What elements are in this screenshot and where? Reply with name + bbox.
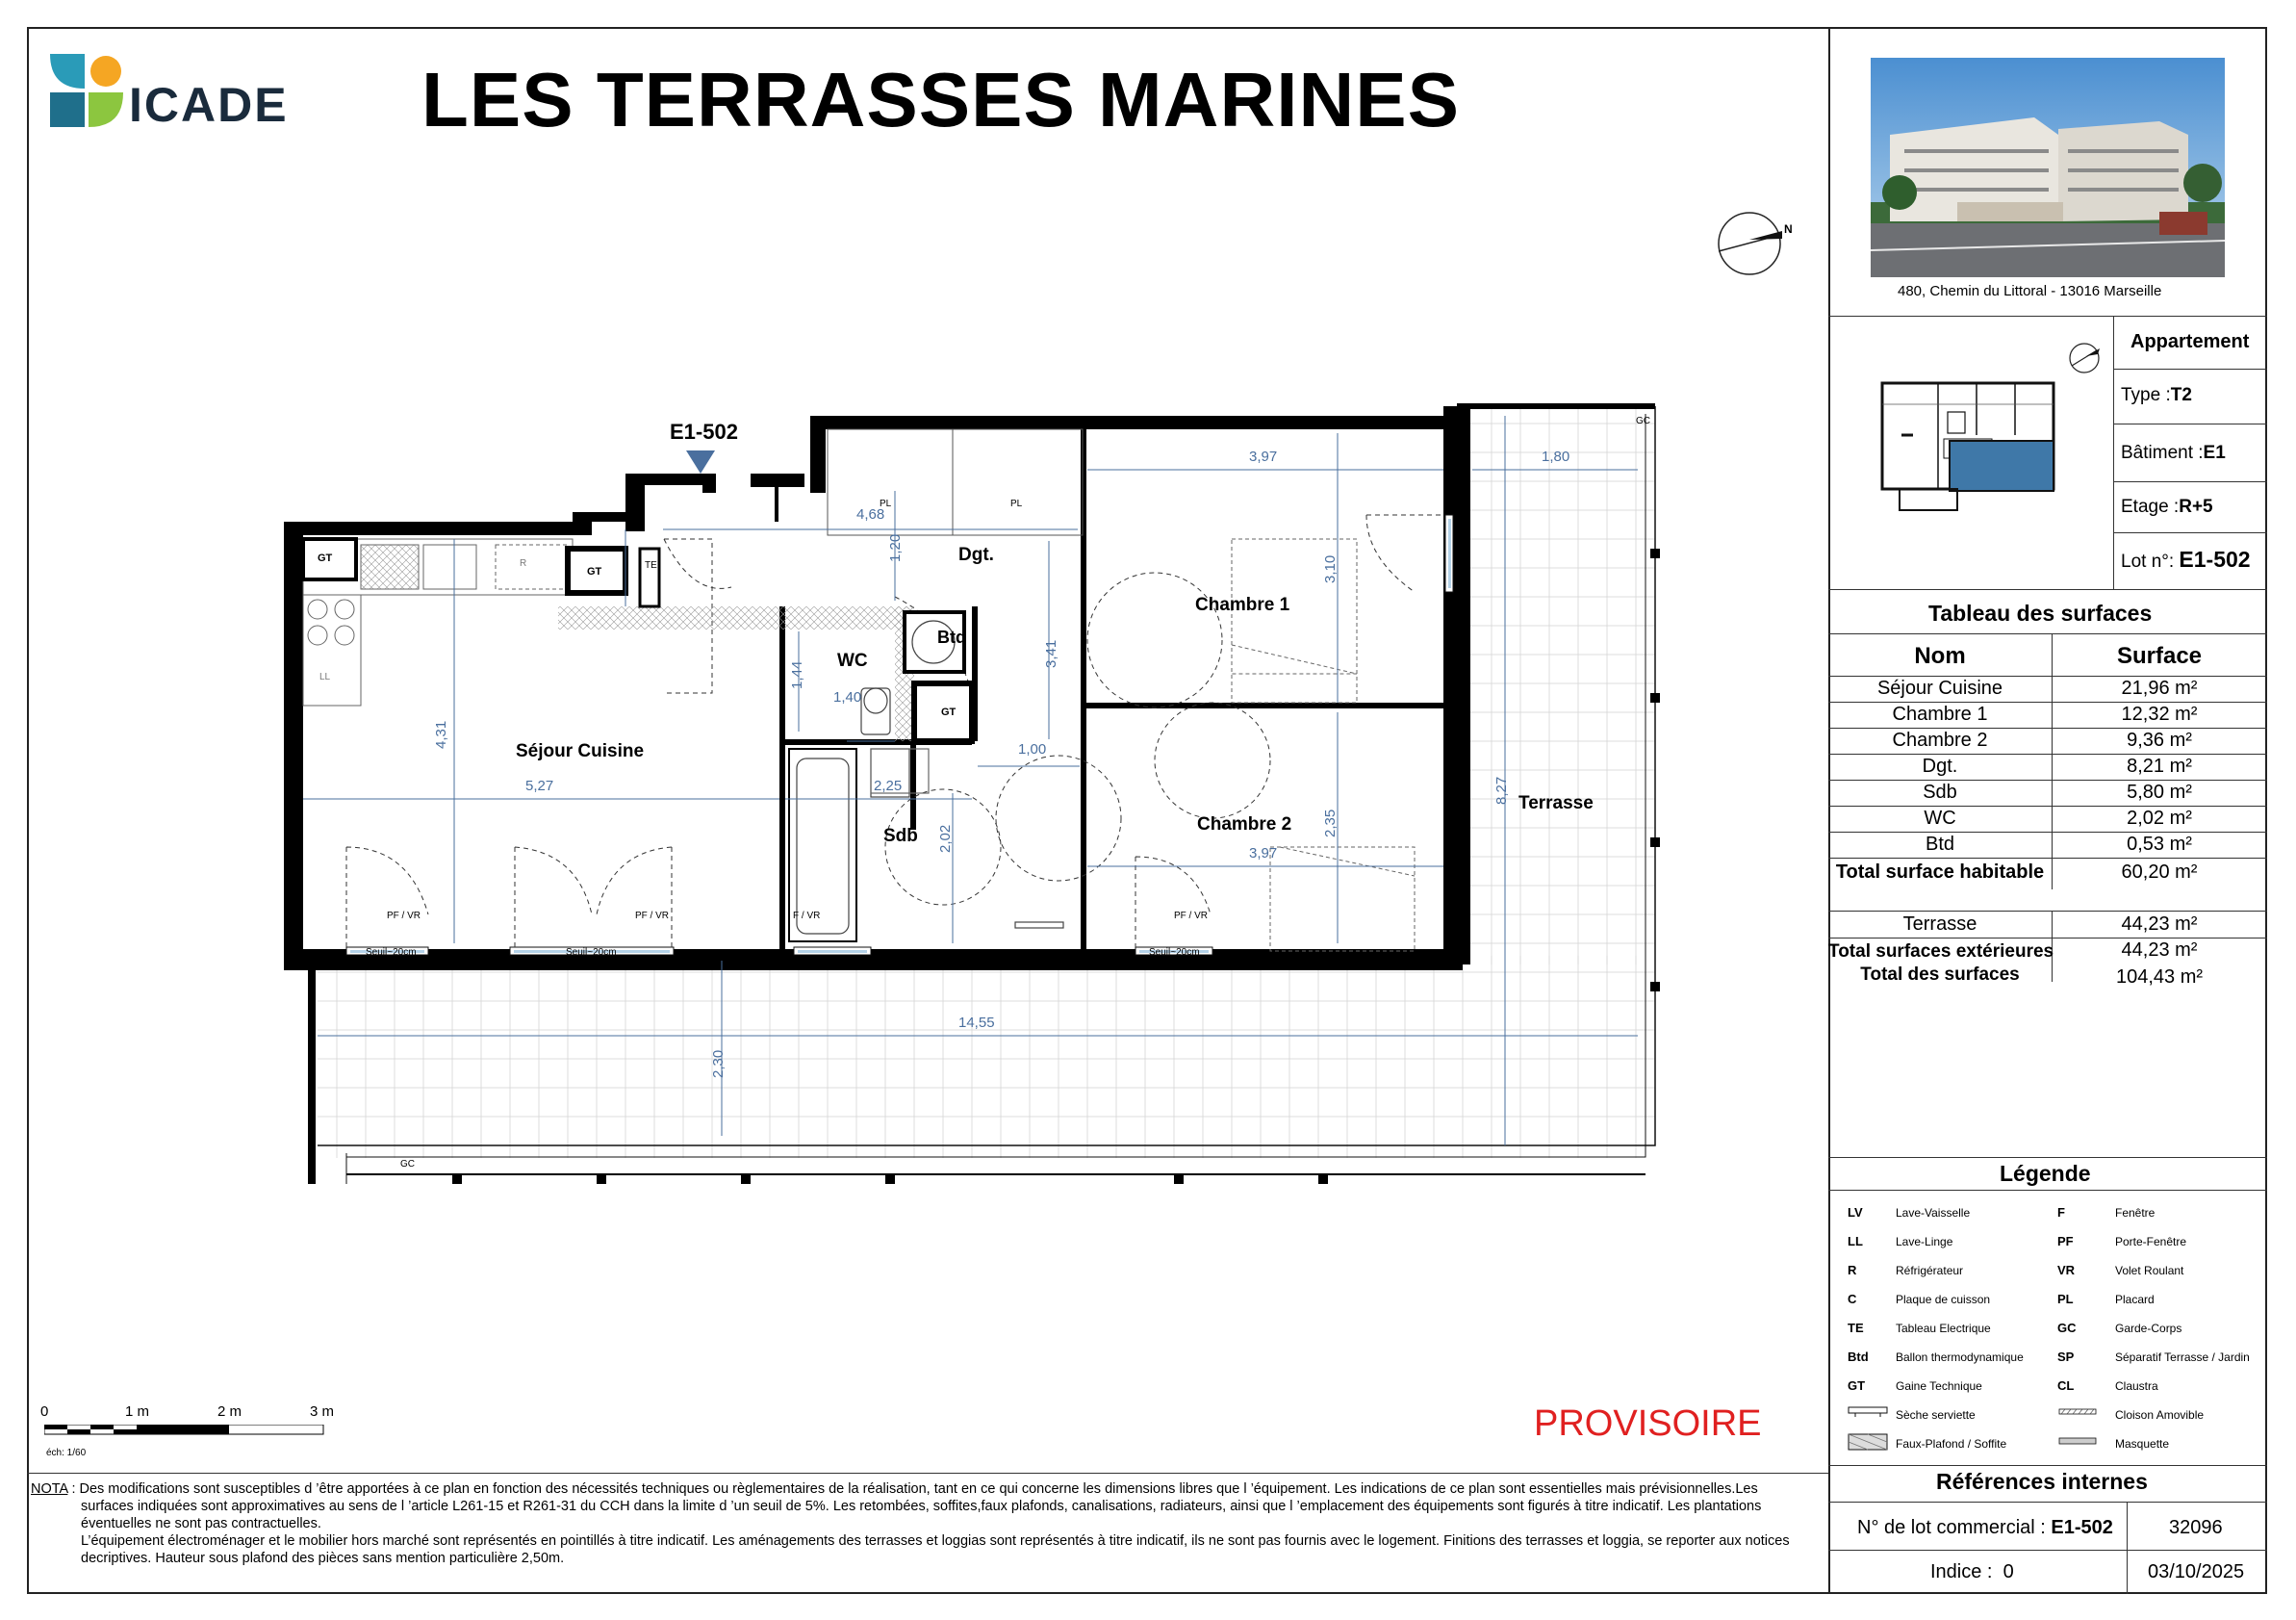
lot-tag: E1-502: [670, 420, 738, 444]
total-label: Total des surfaces: [1860, 964, 2020, 985]
row-value: 9,36 m²: [2127, 730, 2192, 751]
dim-label: 2,35: [1322, 809, 1339, 837]
col-name-header: Nom: [1914, 643, 1966, 669]
total-value: 104,43 m²: [2115, 966, 2204, 988]
pl-label: PL: [1010, 499, 1023, 509]
dim-label: 3,97: [1249, 845, 1278, 861]
dim-label: 3,97: [1249, 449, 1278, 465]
row-value: 8,21 m²: [2127, 756, 2192, 777]
references-title: Références internes: [1936, 1469, 2148, 1494]
row-name: Chambre 1: [1892, 704, 1988, 725]
dim-label: 2,30: [710, 1049, 727, 1078]
gt-label: GT: [318, 553, 333, 564]
row-value: 5,80 m²: [2127, 782, 2192, 803]
total-ext-label: Total surfaces extérieures: [1828, 941, 2054, 962]
address: 480, Chemin du Littoral - 13016 Marseille: [1898, 283, 2162, 299]
gc-label: GC: [1636, 416, 1650, 426]
row-value: 21,96 m²: [2121, 678, 2198, 699]
legend-left: LV Lave-Vaisselle LL Lave-Linge R Réfrigérateur C Plaque de cuisson TE Tableau Electrique Btd Ballon thermodynamique GT Gaine Technique Sèche serviette Faux-Plafond / Soffite: [1848, 1205, 2024, 1451]
svg-text:N: N: [1784, 222, 1793, 236]
status-stamp: PROVISOIRE: [1534, 1403, 1762, 1444]
row-name: Séjour Cuisine: [1876, 678, 2003, 699]
pfvr-label: PF / VR: [387, 911, 421, 921]
building-row: Bâtiment :E1: [2121, 443, 2226, 463]
legend-right: F Fenêtre PF Porte-Fenêtre VR Volet Roulant PL Placard GC Garde-Corps SP Séparatif Terrasse / Jardin CL Claustra Cloison Amovible Masquette: [2057, 1205, 2250, 1451]
seuil-label: Seuil~20cm: [1149, 947, 1200, 958]
col-surface-header: Surface: [2116, 643, 2203, 669]
room-wc: WC: [837, 651, 868, 671]
row-name: WC: [1924, 808, 1956, 829]
mini-compass-icon: [2067, 339, 2105, 377]
type-row: Type :T2: [2121, 385, 2192, 405]
icade-logo: [50, 54, 123, 127]
brand-name: ICADE: [129, 78, 289, 132]
row-name: Chambre 2: [1892, 730, 1988, 751]
key-plan: [1880, 377, 2055, 518]
ref-index-row: Indice : 0: [1930, 1561, 2014, 1582]
floor-row: Etage :R+5: [2121, 497, 2213, 517]
lot-row: Lot n°: E1-502: [2121, 547, 2251, 572]
legend-title: Légende: [2000, 1161, 2091, 1186]
north-compass-icon: [1715, 208, 1796, 279]
pfvr-label: PF / VR: [635, 911, 670, 921]
room-chambre2: Chambre 2: [1197, 814, 1292, 835]
row-name: Dgt.: [1922, 756, 1958, 777]
room-dgt: Dgt.: [958, 545, 994, 565]
dim-label: 8,27: [1493, 776, 1510, 805]
total-ext-value: 44,23 m²: [2121, 939, 2198, 961]
terrace-name: Terrasse: [1902, 913, 1977, 935]
dim-label: 2,02: [937, 824, 954, 853]
seuil-label: Seuil~20cm: [366, 947, 417, 958]
floor-plan: [279, 395, 1674, 1194]
partition-icon: [2057, 1405, 2098, 1452]
total-habitable-label: Total surface habitable: [1835, 861, 2045, 883]
dim-label: 1,44: [789, 660, 805, 689]
gc-label: GC: [400, 1159, 415, 1170]
pl-label: PL: [880, 499, 892, 509]
room-chambre1: Chambre 1: [1195, 595, 1290, 615]
apartment-heading: Appartement: [2130, 331, 2250, 352]
dim-label: 1,00: [1018, 741, 1047, 758]
pfvr-label: PF / VR: [1174, 911, 1209, 921]
dim-label: 1,80: [1542, 449, 1570, 465]
r-label: R: [520, 558, 527, 569]
dim-label: 1,40: [833, 689, 862, 706]
dim-label: 5,27: [525, 778, 554, 794]
dim-label: 14,55: [958, 1015, 995, 1031]
room-terrasse: Terrasse: [1518, 793, 1594, 813]
room-sejour: Séjour Cuisine: [516, 741, 645, 761]
terrace-value: 44,23 m²: [2121, 913, 2198, 935]
row-name: Btd: [1925, 834, 1955, 855]
row-value: 12,32 m²: [2121, 704, 2198, 725]
te-label: TE: [645, 560, 657, 571]
ref-date: 03/10/2025: [2148, 1561, 2245, 1582]
total-habitable-value: 60,20 m²: [2121, 861, 2198, 883]
row-name: Sdb: [1923, 782, 1957, 803]
room-btd: Btd: [937, 628, 966, 647]
seuil-label: Seuil~20cm: [566, 947, 617, 958]
page-title: LES TERRASSES MARINES: [421, 57, 1460, 142]
legal-note: NOTA : Des modifications sont susceptibles d ’être apportées à ce plan en fonction des nécessités techniques ou règlementaires de la réalisation, tant en ce qui concerne les dimensions libres que l ’équipement. Les indications de ce plan sont essentielles mais prévisionnelles.Les surfaces indiquées sont approximatives au sens de l ’article L261-15 et R261-31 du CCH dans la limite d ’un seuil de 5%. Les retombées, soffites,faux plafonds, canalisations, radiateurs, ainsi que l ’emplacement des équipements sont figurés à titre indicatif. Les plantations éventuelles ne sont pas contractuelles. L’équipement électroménager et le mobilier hors marché sont représentés en pointillés à titre indicatif. Les aménagements des terrasses et loggias sont représentés à titre indicatif, ils ne sont pas fournis avec le logement. Finitions des terrasses et loggia, se reporter aux notices decriptives. Hauteur sous plafond des pièces sans mention particulière 2,50m.: [31, 1481, 1790, 1566]
building-render-image: [1871, 58, 2225, 277]
dim-label: 1,20: [887, 533, 904, 562]
towel-dryer-icon: [1848, 1405, 1888, 1452]
surfaces-title: Tableau des surfaces: [1928, 601, 2153, 626]
ll-label: LL: [319, 672, 331, 682]
ref-lot-row: N° de lot commercial : E1-502: [1857, 1517, 2113, 1538]
row-value: 0,53 m²: [2127, 834, 2192, 855]
gt-label: GT: [587, 566, 602, 578]
room-sdb: Sdb: [883, 826, 918, 846]
dim-label: 4,68: [856, 506, 885, 523]
fvr-label: F / VR: [793, 911, 821, 921]
scale-bar: 0 1 m 2 m 3 m éch: 1/60: [40, 1403, 335, 1458]
gt-label: GT: [941, 707, 957, 718]
row-value: 2,02 m²: [2127, 808, 2192, 829]
dim-label: 3,41: [1043, 639, 1059, 668]
dim-label: 3,10: [1322, 554, 1339, 583]
dim-label: 2,25: [874, 778, 903, 794]
ref-code: 32096: [2169, 1517, 2223, 1538]
dim-label: 4,31: [433, 720, 449, 749]
